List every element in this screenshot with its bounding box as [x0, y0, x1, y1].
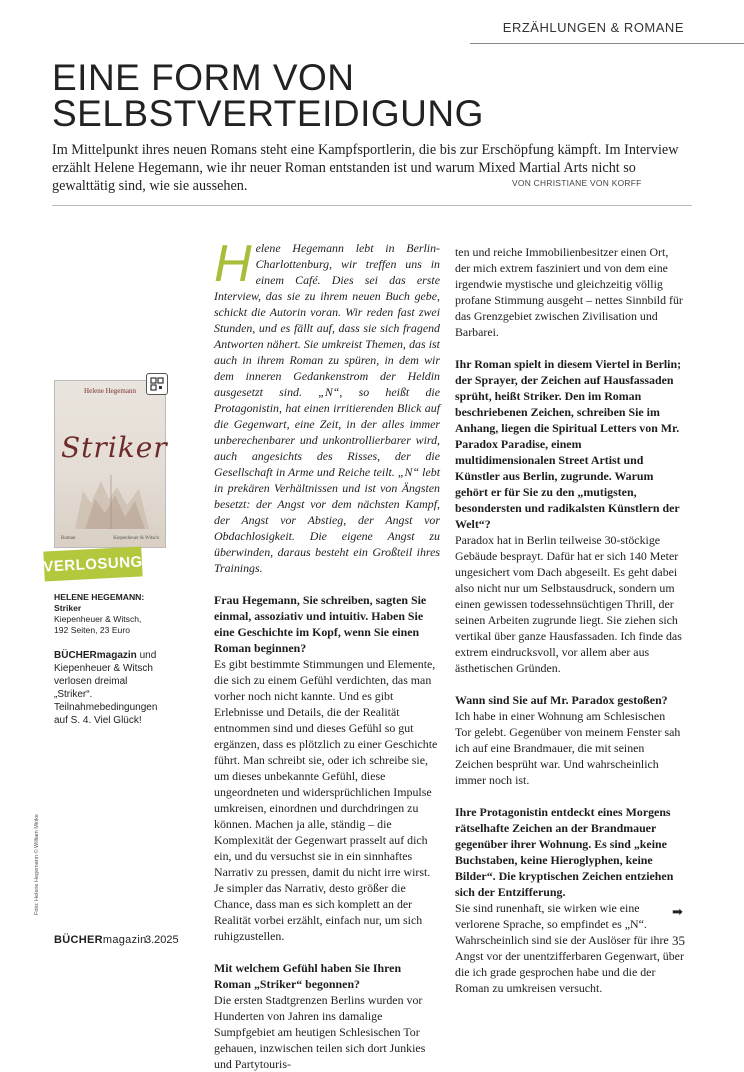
- cover-genre: Roman: [61, 536, 76, 541]
- lead-paragraph: Im Mittelpunkt ihres neuen Romans steht eine Kampfsportlerin, die bis zur Erschöpfung kämpft. Im Interview erzählt Helene Hegemann, wie ihr neuer Roman entstanden ist und warum Mixed Martial Arts nicht so gewalttätig sind, wie sie aussehen.: [52, 142, 679, 194]
- question-5: Ihre Protagonistin entdeckt eines Morgens rätselhafte Zeichen an der Brandmauer gegenüber ihrer Wohnung. Es sind „keine Buchstaben, keine Hieroglyphen, keine Bilder“. Die kryptischen Zeichen entziehen sich der Entzifferung.: [455, 805, 674, 899]
- headline-line-2: SELBSTVERTEIDIGUNG: [52, 93, 484, 134]
- answer-5: Sie sind runenhaft, sie wirken wie eine verlorene Sprache, so empfindet es „N“. Wahrscheinlich sind sie der Auslöser für ihre Angst vor der unentzifferbaren Gegenwart, über die ich grade gesprochen habe und die der Roman zu umkreisen versucht.: [455, 901, 684, 995]
- intro-paragraph: [214, 235, 440, 576]
- question-1: Frau Hegemann, Sie schreiben, sagten Sie einmal, assoziativ und intuitiv. Haben Sie eine Geschichte im Kopf, wenn Sie einen Roman beginnen?: [214, 593, 427, 655]
- qr-code-glyph: [150, 377, 164, 391]
- question-4: Wann sind Sie auf Mr. Paradox gestoßen?: [455, 693, 668, 707]
- cover-publisher: Kiepenheuer & Witsch: [113, 536, 159, 541]
- answer-4: Ich habe in einer Wohnung am Schlesischen Tor gelebt. Gegenüber von meinem Fenster sah ich auf eine Brandmauer, die mit seinen Zeichen besprüht war. Und wahrscheinlich immer noch ist.: [455, 709, 681, 787]
- raffle-info: [54, 649, 166, 727]
- byline: VON CHRISTIANE VON KORFF: [512, 178, 642, 188]
- book-info: [54, 592, 194, 636]
- answer-1: Es gibt bestimmte Stimmungen und Elemente, die sich zu einem Gefühl verdichten, das man vorher noch nicht kannte. Und es gibt Erlebnisse und Details, die der Realität entnommen sind und dieses Gefühl so gut ergänzen, dass es plötzlich zu einer Geschichte führt. Man schreibt sie, oder ich schreibe sie, um dieses unbekannte Gefühl, diese ungeordneten und widersprüchlichen Impulse umkreisen, einordnen und durchdringen zu können. Machen ja alle, ständig – die Komplexität der Gegenwart prasselt auf dich ein, und du versuchst sie in ein sinnhaftes Narrativ zu pressen, damit du nicht irre wirst. Je simpler das Narrativ, desto größer die Chance, dass man es sich komplett an der Realität vorbei erzählt, einfach nur, um sich ruhigzustellen.: [214, 657, 438, 943]
- drop-cap: H: [214, 235, 252, 293]
- arrow-right-icon: ➡: [672, 904, 683, 919]
- book-title: Striker: [54, 603, 82, 613]
- book-author: HELENE HEGEMANN:: [54, 592, 145, 602]
- article-divider: [52, 205, 692, 206]
- book-publisher: Kiepenheuer & Witsch,: [54, 614, 142, 624]
- cover-title: Striker: [61, 431, 168, 464]
- qr-code-icon[interactable]: [146, 373, 168, 395]
- footer-brand-rest: magazin: [102, 934, 147, 946]
- raffle-text: und Kiepenheuer & Witsch verlosen dreimal „Striker“. Teilnahmebedingungen auf S. 4. Viel Glück!: [54, 650, 158, 726]
- footer-issue: 3.2025: [145, 934, 179, 946]
- answer-2: Die ersten Stadtgrenzen Berlins wurden vor Hunderten von Jahren ins damalige Sumpfgebiet am heutigen Schlesischen Tor gehauen, inzwischen teilen sich dort Junkies und Partytouris-: [214, 993, 426, 1071]
- section-divider: [470, 43, 744, 44]
- article-column-2: [455, 244, 684, 996]
- headline: [52, 57, 692, 134]
- article-column-1: [214, 235, 440, 1072]
- section-label: ERZÄHLUNGEN & ROMANE: [502, 20, 684, 35]
- footer-magazine-logo: [54, 934, 147, 946]
- answer-2-continued: ten und reiche Immobilienbesitzer einen Ort, der mich extrem fasziniert und von dem eine irgendwie mystische und gleichzeitig völlig profane Stimmung ausgeht – nettes Sinnbild für das Grenzgebiet zwischen Zivilisation und Barbarei.: [455, 245, 683, 339]
- raffle-brand: BÜCHERmagazin: [54, 650, 137, 661]
- intro-text: elene Hegemann lebt in Berlin-Charlottenburg, wir treffen uns in einem Café. Dies sei das erste Interview, das sie zu ihrem neuen Buch gebe, schickt die Autorin voran. Wir reden fast zwei Stunden, und es fällt auf, dass sie sich fragend Antworten nähert. Sie umkreist Themen, das ist auch in ihrem Roman zu spüren, in dem wir dem inneren Gedankenstrom der Heldin ausgesetzt sind. „N“, so heißt die Protagonistin, hat einen irritierenden Blick auf die Gegenwart, eine Zeit, in der alles immer unberechenbarer und unkontrollierbarer wird, auch angesichts des Risses, der die Gesellschaft in Arme und Reiche teilt. „N“ lebt in prekären Verhältnissen und ist von Ängsten besetzt: der Angst vor dem nächsten Kampf, der Angst vor Abstieg, der Angst vor Obdachlosigkeit. Die eigene Angst zu überwinden, daraus besteht ein Großteil ihres Trainings.: [214, 241, 440, 575]
- headline-line-1: EINE FORM VON: [52, 57, 355, 98]
- question-2: Mit welchem Gefühl haben Sie Ihren Roman „Striker“ begonnen?: [214, 961, 402, 991]
- cover-author: Helene Hegemann: [84, 387, 136, 395]
- answer-3: Paradox hat in Berlin teilweise 30-stöckige Gebäude besprayt. Dafür hat er sich 140 Meter ungesichert vom Dach abgeseilt. Es geht dabei also nicht nur um Selbstausdruck, sondern um einen gewissen todessehnsüchtigen Thrill, der seinen Arbeiten zugrunde liegt. Sie ziehen sich vertikal über ganze Hausfassaden. Ich finde das extrem eindrucksvoll, vor allem aber aus ästhetischen Gründen.: [455, 533, 682, 675]
- question-3: Ihr Roman spielt in diesem Viertel in Berlin; der Sprayer, der Zeichen auf Hausfassaden sprüht, heißt Striker. Den im Roman beschriebenen Zeichen, schreiben Sie im Anhang, liegen die Spiritual Letters von Mr. Paradox Paradise, einem multidimensionalen Street Artist und Künstler aus Berlin, zugrunde. Warum gehört er für Sie zu den „mutigsten, besondersten und radikalsten Künstlern der Welt“?: [455, 357, 682, 531]
- cover-illustration: [65, 469, 157, 529]
- footer-brand-bold: BÜCHER: [54, 934, 103, 946]
- book-cover-image: [54, 380, 166, 548]
- page-number: 35: [672, 933, 685, 948]
- book-details: 192 Seiten, 23 Euro: [54, 625, 130, 635]
- photo-credit: Foto: Helene Hegemann © William Minke: [34, 814, 40, 915]
- raffle-badge: VERLOSUNG: [43, 546, 142, 581]
